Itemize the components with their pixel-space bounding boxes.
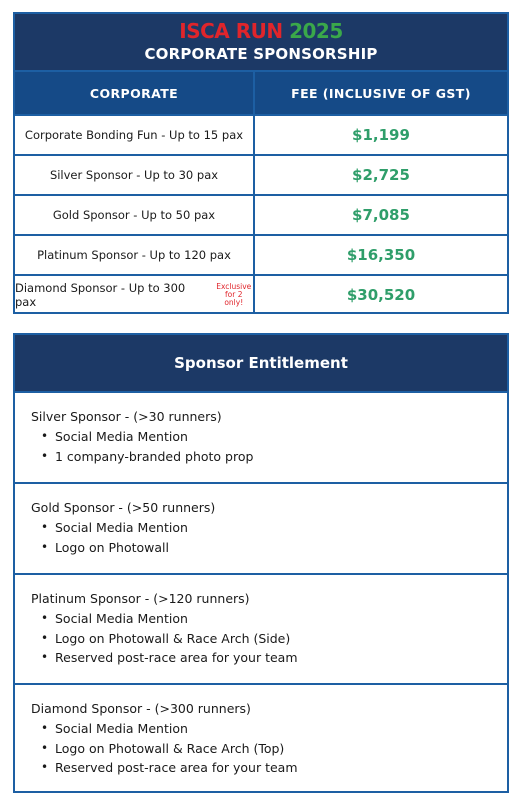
list-item-text: Social Media Mention (55, 611, 188, 626)
bullet: • (41, 740, 49, 755)
entitlement-list (31, 609, 491, 668)
bullet: • (41, 650, 49, 664)
package-name: Diamond Sponsor - Up to 300 pax (15, 281, 186, 309)
column-header-fee: FEE (INCLUSIVE OF GST) (291, 85, 471, 101)
list-item (31, 629, 491, 649)
list-item (31, 447, 491, 467)
entitlement-title: Sponsor Entitlement (15, 335, 507, 391)
fee-table-title: CORPORATE SPONSORSHIP (144, 45, 378, 63)
entitlement-block-diamond (15, 683, 507, 791)
package-fee: $1,199 (352, 126, 410, 144)
package-name-cell (15, 276, 255, 314)
event-logo (15, 19, 507, 43)
package-name: Gold Sponsor - Up to 50 pax (15, 196, 255, 234)
column-header-row (15, 70, 507, 114)
list-item-text: Reserved post-race area for your team (55, 650, 298, 665)
brand-year: 2025 (289, 19, 343, 43)
entitlement-table (13, 333, 509, 793)
package-fee: $7,085 (352, 206, 410, 224)
bullet: • (41, 760, 49, 774)
list-item (31, 427, 491, 447)
bullet: • (41, 721, 49, 735)
bullet: • (41, 520, 49, 534)
entitlement-block-gold (15, 482, 507, 573)
list-item (31, 719, 491, 739)
package-fee: $16,350 (346, 246, 416, 264)
brand-run: RUN (229, 19, 290, 43)
exclusive-note-line2: for 2 only! (224, 290, 244, 307)
table-row (15, 274, 507, 314)
entitlement-list (31, 518, 491, 557)
brand-isca: ISCA (179, 19, 230, 43)
list-item (31, 648, 491, 668)
fee-table-header (15, 14, 507, 70)
list-item-text: Social Media Mention (55, 721, 188, 736)
entitlement-tier-title: Silver Sponsor - (>30 runners) (31, 409, 222, 424)
list-item (31, 518, 491, 538)
bullet: • (41, 448, 49, 463)
entitlement-block-platinum (15, 573, 507, 683)
entitlement-list (31, 719, 491, 778)
list-item (31, 609, 491, 629)
list-item-text: Social Media Mention (55, 429, 188, 444)
entitlement-tier-title: Platinum Sponsor - (>120 runners) (31, 591, 250, 606)
exclusive-note (215, 283, 253, 307)
list-item (31, 538, 491, 558)
list-item-text: Logo on Photowall & Race Arch (Side) (55, 630, 291, 646)
package-name: Platinum Sponsor - Up to 120 pax (15, 236, 255, 274)
list-item-text: Logo on Photowall (55, 539, 169, 555)
entitlement-list (31, 427, 491, 466)
list-item-text: Social Media Mention (55, 520, 188, 535)
bullet: • (41, 429, 49, 443)
exclusive-note-line1: Exclusive (216, 282, 252, 291)
table-row (15, 194, 507, 234)
fee-table (13, 12, 509, 314)
list-item (31, 739, 491, 759)
list-item-text: 1 company-branded photo prop (55, 448, 254, 464)
entitlement-tier-title: Gold Sponsor - (>50 runners) (31, 500, 216, 515)
list-item (31, 758, 491, 778)
bullet: • (41, 539, 49, 554)
table-row (15, 234, 507, 274)
column-header-corporate: CORPORATE (15, 72, 255, 114)
entitlement-block-silver (15, 391, 507, 482)
entitlement-tier-title: Diamond Sponsor - (>300 runners) (31, 701, 251, 716)
list-item-text: Reserved post-race area for your team (55, 760, 298, 775)
package-fee: $30,520 (346, 286, 416, 304)
package-fee: $2,725 (352, 166, 410, 184)
list-item-text: Logo on Photowall & Race Arch (Top) (55, 740, 285, 756)
bullet: • (41, 630, 49, 645)
table-row (15, 114, 507, 154)
package-name: Corporate Bonding Fun - Up to 15 pax (15, 116, 255, 154)
bullet: • (41, 611, 49, 625)
table-row (15, 154, 507, 194)
package-name: Silver Sponsor - Up to 30 pax (15, 156, 255, 194)
